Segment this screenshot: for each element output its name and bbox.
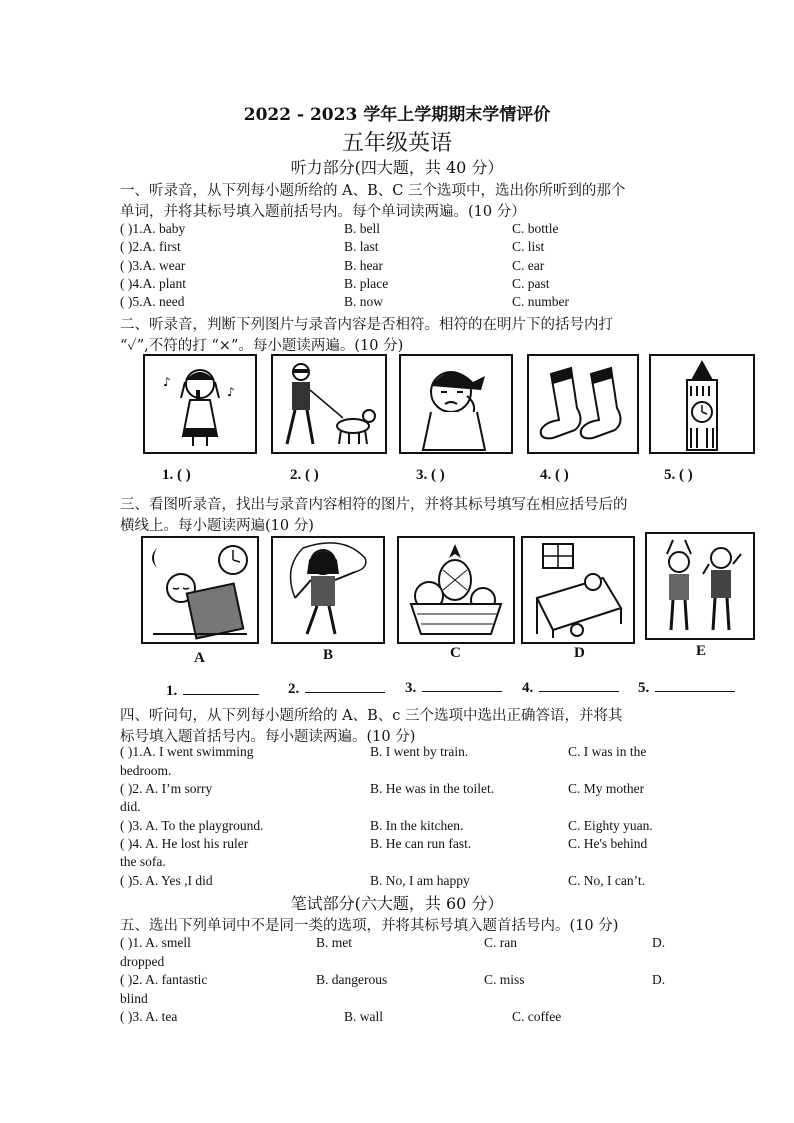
blank-number: 2. — [288, 681, 300, 697]
option-b: B. He can run fast. — [370, 836, 472, 851]
s5-question-row — [120, 935, 690, 953]
option-c: C. He's behind — [568, 836, 648, 851]
wrapped-text: the sofa. — [120, 854, 166, 869]
option-a: ( )4. A. He lost his ruler — [120, 836, 249, 851]
option-a: ( )1. A. smell — [120, 935, 191, 950]
option-c: C. Eighty yuan. — [568, 818, 653, 833]
picture-label-b: B — [323, 647, 334, 663]
option-c: C. number — [512, 294, 569, 309]
wrapped-text: blind — [120, 991, 148, 1006]
s2-instruction-1: 二、听录音，判断下列图片与录音内容是否相符。相符的在明片下的括号内打 — [120, 317, 613, 333]
s1-question-row — [120, 294, 690, 312]
blank-number: 1. — [166, 683, 178, 699]
option-c: C. No, I can’t. — [568, 873, 645, 888]
girl-singing-icon — [143, 354, 257, 454]
s3-instruction-2: 横线上。每小题读两遍(10 分) — [120, 518, 314, 534]
option-a: ( )1.A. I went swimming — [120, 744, 254, 759]
option-b: B. wall — [344, 1009, 383, 1024]
option-a: ( )2.A. first — [120, 239, 181, 254]
picture-label-c: C — [450, 645, 461, 661]
option-b: B. I went by train. — [370, 744, 469, 759]
exam-subtitle: 五年级英语 — [341, 131, 452, 156]
s1-question-row — [120, 276, 690, 294]
option-b: B. dangerous — [316, 972, 388, 987]
option-b: B. met — [316, 935, 352, 950]
svg-text:♪: ♪ — [163, 375, 171, 389]
option-c: C. My mother — [568, 781, 645, 796]
option-a: ( )2. A. I’m sorry — [120, 781, 213, 796]
s5-question-row — [120, 1009, 690, 1027]
s4-question-row — [120, 744, 690, 762]
picture-label-2: 2. ( ) — [290, 467, 319, 483]
option-c: C. I was in the — [568, 744, 647, 759]
s4-question-row — [120, 781, 690, 799]
picture-label-1: 1. ( ) — [162, 467, 191, 483]
option-a: ( )4.A. plant — [120, 276, 186, 291]
writing-header: 笔试部分(六大题，共 60 分） — [290, 894, 504, 913]
s4-question-row — [120, 836, 690, 854]
option-b: B. hear — [344, 258, 383, 273]
socks-icon — [527, 354, 639, 454]
option-a: ( )3. A. tea — [120, 1009, 178, 1024]
option-a: ( )5.A. need — [120, 294, 185, 309]
s4-instruction-2: 标号填入题首括号内。每小题读两遍。(10 分) — [120, 729, 416, 745]
listening-header: 听力部分(四大题，共 40 分） — [290, 158, 504, 177]
s4-question-row — [120, 818, 690, 836]
s1-question-row — [120, 221, 690, 239]
picture-label-5: 5. ( ) — [664, 467, 693, 483]
s1-question-row — [120, 258, 690, 276]
wrapped-text: did. — [120, 799, 141, 814]
blank-number: 4. — [522, 680, 534, 696]
option-c: C. ran — [484, 935, 517, 950]
answer-blank-1[interactable] — [166, 682, 259, 700]
svg-text:♪: ♪ — [227, 385, 235, 399]
two-people-exercising-icon — [645, 532, 755, 640]
clock-tower-icon — [649, 354, 755, 454]
answer-blank-2[interactable] — [288, 680, 385, 698]
option-a: ( )3. A. To the playground. — [120, 818, 264, 833]
boy-sleeping-icon — [141, 536, 259, 644]
option-c: C. miss — [484, 972, 525, 987]
option-a: ( )2. A. fantastic — [120, 972, 208, 987]
option-b: B. No, I am happy — [370, 873, 470, 888]
s1-instruction-1: 一、听录音，从下列每小题所给的 A、B、C 三个选项中，选出你所听到的那个 — [120, 183, 626, 199]
s5-instruction-1: 五、选出下列单词中不是同一类的选项，并将其标号填入题首括号内。(10 分) — [120, 918, 619, 934]
s1-question-row — [120, 239, 690, 257]
fruit-basket-icon — [397, 536, 515, 644]
s2-instruction-2: “✓”,不符的打 “×”。每小题读两遍。(10 分) — [120, 338, 404, 354]
answer-blank-3[interactable] — [405, 679, 502, 697]
picture-label-d: D — [574, 645, 585, 661]
option-a: ( )5. A. Yes ,I did — [120, 873, 213, 888]
wrapped-text: bedroom. — [120, 763, 172, 778]
s4-instruction-1: 四、听问句，从下列每小题所给的 A、B、c 三个选项中选出正确答语，并将其 — [120, 708, 623, 724]
s5-question-row — [120, 972, 690, 990]
option-b: B. In the kitchen. — [370, 818, 464, 833]
sick-in-bed-icon — [521, 536, 635, 644]
man-walking-dog-icon — [271, 354, 387, 454]
option-c: C. coffee — [512, 1009, 562, 1024]
answer-blank-4[interactable] — [522, 679, 619, 697]
girl-skipping-rope-icon — [271, 536, 385, 644]
blank-number: 5. — [638, 680, 650, 696]
option-d: D. — [652, 972, 666, 987]
picture-label-e: E — [696, 643, 707, 659]
option-b: B. bell — [344, 221, 380, 236]
option-b: B. last — [344, 239, 379, 254]
s1-instruction-2: 单词，并将其标号填入题前括号内。每个单词读两遍。(10 分） — [120, 204, 526, 220]
picture-label-4: 4. ( ) — [540, 467, 569, 483]
blank-number: 3. — [405, 680, 417, 696]
wrapped-text: dropped — [120, 954, 165, 969]
option-b: B. now — [344, 294, 384, 309]
option-c: C. ear — [512, 258, 545, 273]
option-d: D. — [652, 935, 666, 950]
exam-title: 2022 - 2023 学年上学期期末学情评价 — [243, 105, 551, 125]
girl-toothache-icon — [399, 354, 513, 454]
option-c: C. list — [512, 239, 545, 254]
option-c: C. bottle — [512, 221, 559, 236]
s4-question-row — [120, 873, 690, 891]
answer-blank-5[interactable] — [638, 679, 735, 697]
option-a: ( )1.A. baby — [120, 221, 186, 236]
s3-instruction-1: 三、看图听录音，找出与录音内容相符的图片，并将其标号填写在相应括号后的 — [120, 497, 628, 513]
option-a: ( )3.A. wear — [120, 258, 186, 273]
option-c: C. past — [512, 276, 550, 291]
option-b: B. He was in the toilet. — [370, 781, 495, 796]
picture-label-a: A — [194, 650, 205, 666]
option-b: B. place — [344, 276, 389, 291]
picture-label-3: 3. ( ) — [416, 467, 445, 483]
